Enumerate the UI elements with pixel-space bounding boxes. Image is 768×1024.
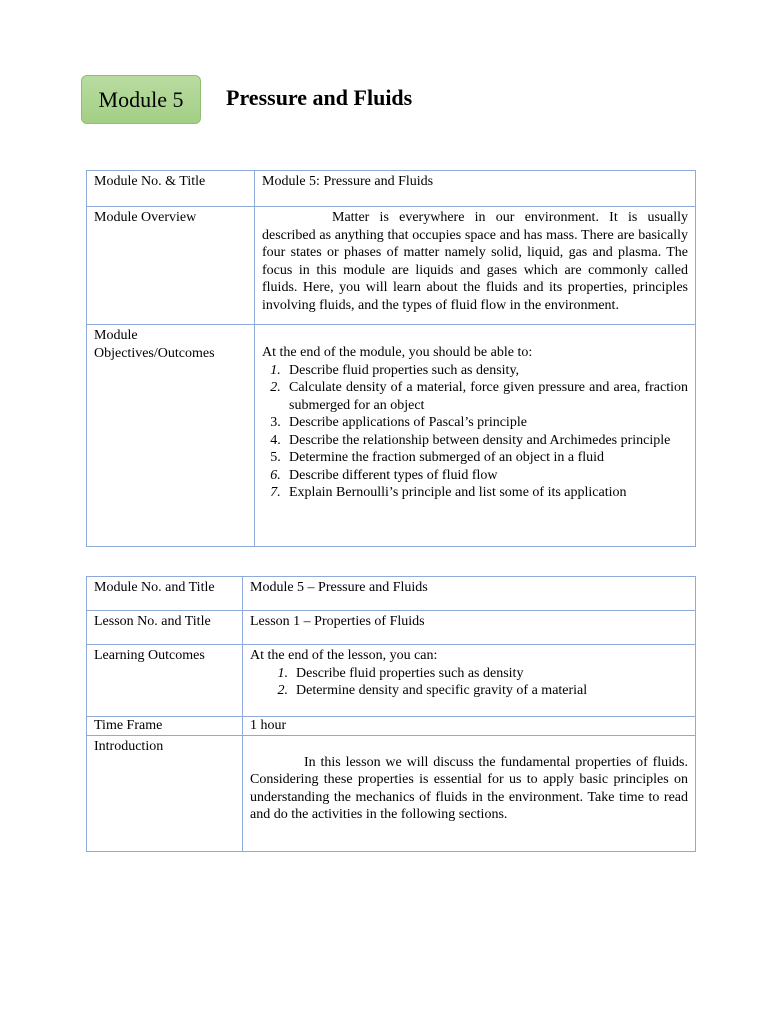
list-item: 2. Determine density and specific gravity of a material <box>277 683 588 698</box>
module-title-value: Module 5: Pressure and Fluids <box>255 171 696 207</box>
lesson-module-value: Module 5 – Pressure and Fluids <box>243 577 696 611</box>
module-objectives-intro: At the end of the module, you should be able to: <box>262 345 533 360</box>
list-item: 1. Describe fluid properties such as density <box>277 665 524 681</box>
module-overview-label: Module Overview <box>87 207 255 325</box>
list-item: 3. Describe applications of Pascal’s principle <box>270 415 527 430</box>
learning-outcomes-intro: At the end of the lesson, you can: <box>250 648 438 663</box>
module-objectives-cell <box>255 325 696 547</box>
lesson-title-value: Lesson 1 – Properties of Fluids <box>243 611 696 645</box>
lesson-title-label: Lesson No. and Title <box>87 611 243 645</box>
list-item: 5. Determine the fraction submerged of an object in a fluid <box>270 450 605 465</box>
list-item: 4. Describe the relationship between density and Archimedes principle <box>270 432 671 448</box>
list-item: 1. Describe fluid properties such as density, <box>270 362 520 378</box>
page-title: Pressure and Fluids <box>226 85 413 110</box>
learning-outcomes-row <box>87 645 696 717</box>
module-badge-label: Module 5 <box>98 86 184 112</box>
time-frame-row <box>87 717 696 736</box>
module-title-label: Module No. & Title <box>87 171 255 207</box>
module-overview-text: Matter is everywhere in our environment. It is usually described as anything that occupies space and has mass. There are basically four states or phases of matter namely solid, liquid, gas and plasma. The focus in this module are liquids and gases which are commonly called fluids. Here, you will learn about the fluids and its properties, principles involving fluids, and the types of fluid flow in the environment. <box>262 210 688 313</box>
module-objectives-list <box>262 362 688 502</box>
lesson-module-label: Module No. and Title <box>87 577 243 611</box>
learning-outcomes-label: Learning Outcomes <box>87 645 243 717</box>
module-table <box>86 170 696 547</box>
module-objectives-label <box>87 325 255 547</box>
module-overview-cell <box>255 207 696 325</box>
module-objectives-label-line1: Module <box>94 328 138 343</box>
introduction-row <box>87 735 696 851</box>
introduction-text: In this lesson we will discuss the fundamental properties of fluids. Considering these properties is essential for us to apply basic principles on understanding the mechanics of fluids in the environment. Take time to read and do the activities in the following sections. <box>250 754 688 822</box>
learning-outcomes-list <box>250 665 688 700</box>
time-frame-value: 1 hour <box>243 717 696 736</box>
learning-outcomes-cell <box>243 645 696 717</box>
time-frame-label: Time Frame <box>87 717 243 736</box>
module-title-row <box>87 171 696 207</box>
module-objectives-label-line2: Objectives/Outcomes <box>94 345 215 361</box>
lesson-title-row <box>87 611 696 645</box>
module-objectives-row <box>87 325 696 547</box>
module-badge <box>81 75 201 124</box>
introduction-cell <box>243 735 696 851</box>
list-item: 2. Calculate density of a material, force given pressure and area, fraction submerged for an object <box>270 380 688 413</box>
list-item: 7. Explain Bernoulli’s principle and list some of its application <box>270 485 627 500</box>
module-overview-row <box>87 207 696 325</box>
lesson-module-row <box>87 577 696 611</box>
lesson-table <box>86 576 696 852</box>
list-item: 6. Describe different types of fluid flow <box>270 467 498 483</box>
introduction-label: Introduction <box>87 735 243 851</box>
